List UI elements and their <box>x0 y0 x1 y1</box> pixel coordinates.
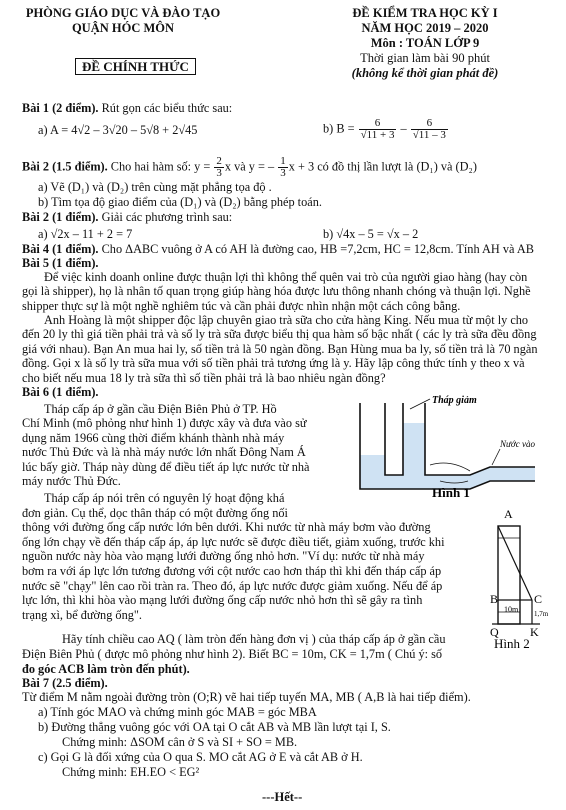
text-line: lúc bấy giờ. Tháp này dùng để điều tiết áp lực nước từ nhà <box>22 459 310 474</box>
problem-7c: c) Gọi G là đối xứng của O qua S. MO cắt AG ở E và cắt AB ở H. <box>38 750 363 764</box>
problem-7a: a) Tính góc MAO và chứng minh góc MAB = góc MBA <box>38 705 317 719</box>
text-line: nước sẽ "chạy" lên cao rồi tràn ra. Theo đó, áp lực nước được giảm xuống. Nếu để áp <box>22 578 443 593</box>
text-line: đơn giản. Cụ thể, dọc thân tháp có một đường ống nối <box>22 505 288 520</box>
problem-1-heading <box>22 101 232 115</box>
problem-2-text1: Cho hai hàm số: y = <box>107 159 211 174</box>
label-c: C <box>534 592 543 606</box>
official-stamp: ĐỀ CHÍNH THỨC <box>75 58 196 75</box>
inlet-label-arrow <box>492 449 500 465</box>
problem-6-question-1: Hãy tính chiều cao AQ ( làm tròn đến hàng đơn vị ) của tháp cấp áp ở gần cầu <box>62 632 446 646</box>
fraction-1-num: 6 <box>359 118 397 130</box>
district-name: QUẬN HÓC MÔN <box>71 21 175 35</box>
slope-fraction-1 <box>214 156 224 179</box>
tower-label-arrow <box>410 399 430 409</box>
tower-water <box>403 423 425 475</box>
label-b: B <box>490 592 499 606</box>
text-line: Anh Hoàng là một shipper độc lập chuyên giao trà sữa cho cửa hàng King. Nếu mua từ một ly cho <box>44 313 529 327</box>
slope-fraction-2 <box>278 156 288 179</box>
problem-2-heading <box>22 156 477 179</box>
fraction-2-den: √11 – 3 <box>412 129 446 141</box>
text-line: Để việc kinh doanh online được thuận lợi thì không thể quên vai trò của người giao hàng (hay còn <box>44 270 528 284</box>
problem-6-para-2 <box>22 491 480 622</box>
problem-7b-proof: Chứng minh: ΔSOM cân ở S và SI + SO = MB. <box>62 735 298 749</box>
problem-7-title: Bài 7 (2.5 điểm). <box>22 676 108 690</box>
problem-3a: a) √2x – 11 + 2 = 7 <box>38 227 133 241</box>
problem-4 <box>22 242 534 256</box>
label-q: Q <box>490 625 499 639</box>
problem-7c-proof: Chứng minh: EH.EO < EG² <box>62 765 200 779</box>
pipe-outline-left <box>385 403 403 475</box>
text-line: nguồn nước này hòa vào mạng lưới đường ống nhỏ hơn. "Ví dụ: nước từ nhà máy <box>22 549 425 564</box>
time-limit: Thời gian làm bài 90 phút <box>360 51 490 65</box>
slope-1-den: 3 <box>216 167 222 179</box>
slope-2-den: 3 <box>280 167 286 179</box>
problem-2-text2: x và y = – <box>224 159 275 174</box>
problem-6-question-3: đo góc ACB làm tròn đến phút). <box>22 662 190 676</box>
minus-sign: – <box>400 121 407 136</box>
figure-1-water-tower <box>340 395 552 500</box>
label-ck-length: 1,7m <box>534 610 549 618</box>
pipe-water-left <box>360 455 385 475</box>
text-line: giá với nhau). Bạn An mua hai ly, số tiền trả là 50 ngàn đồng. Bạn Hùng mua ba ly, số tiền trả là 70 ngàn <box>22 341 538 356</box>
problem-2a: a) Vẽ (D₁) và (D₂) trên cùng mặt phẳng tọa độ . <box>38 180 272 194</box>
fraction-2-num: 6 <box>411 118 448 130</box>
problem-5-para-1 <box>22 270 542 313</box>
department-name: PHÒNG GIÁO DỤC VÀ ĐÀO TẠO <box>25 6 221 20</box>
exam-title: ĐỀ KIỂM TRA HỌC KỲ I <box>352 6 498 20</box>
fraction-1 <box>359 118 397 141</box>
end-marker: ---Hết-- <box>262 790 303 804</box>
problem-1-text: Rút gọn các biểu thức sau: <box>98 101 233 115</box>
text-line: ống lớn chạy về đến tháp cấp áp, áp lực nước sẽ được điều tiết, giảm xuống, trước khi <box>22 534 445 549</box>
figure-2-triangle <box>478 508 556 650</box>
slope-2-num: 1 <box>280 155 286 167</box>
problem-5-para-2 <box>22 313 542 385</box>
text-line: shipper thực sự là một nghề nghiêm túc và cần phải được nhìn nhận một cách công bằng. <box>22 298 461 313</box>
fraction-2 <box>411 118 448 141</box>
problem-2b: b) Tìm tọa độ giao điểm của (D₁) và (D₂) bằng phép toán. <box>38 195 322 209</box>
label-bc-length: 10m <box>504 605 519 614</box>
problem-6-title: Bài 6 (1 điểm). <box>22 385 99 399</box>
inlet-label: Nước vào <box>500 439 535 449</box>
time-note: (không kể thời gian phát đề) <box>351 66 499 80</box>
text-line: bơm ra với áp lực lớn tương đương với cột nước cao hơn tháp thì khi đến tháp cấp áp <box>22 563 442 578</box>
problem-6-para-1 <box>22 402 322 488</box>
text-line: thông với đường ống cấp nước lớn bên dưới. Khi nước từ nhà máy bơm vào đường <box>22 520 431 535</box>
problem-2-title: Bài 2 (1.5 điểm). <box>22 159 108 174</box>
exam-header <box>300 6 550 81</box>
problem-3-title: Bài 2 (1 điểm). <box>22 210 99 224</box>
problem-4-text: Cho ΔABC vuông ở A có AH là đường cao, HB =7,2cm, HC = 12,8cm. Tính AH và AB <box>98 242 534 256</box>
text-line: trạng xì, bể đường ống". <box>22 607 142 622</box>
problem-6-question-2: Điện Biên Phủ ( được mô phỏng như hình 2). Biết BC = 10m, CK = 1,7m ( Chú ý: số <box>22 647 443 661</box>
flow-wave <box>430 463 470 471</box>
text-line: Tháp cấp áp ở gần cầu Điện Biên Phủ ở TP. Hồ <box>44 402 277 416</box>
problem-7b: b) Đường thẳng vuông góc với OA tại O cắt AB và MB lần lượt tại I, S. <box>38 720 391 734</box>
text-line: gọi là shipper), họ là nhân tố quan trọng giúp hàng hóa được lưu thông nhanh chóng và thuận lợi. Nghề <box>22 284 531 299</box>
text-line: Chí Minh (mô phỏng như hình 1) được xây và đưa vào sử <box>22 416 307 431</box>
text-line: nước Thủ Đức và là nhà máy nước lớn nhất Đông Nam Á <box>22 445 306 460</box>
label-k: K <box>530 625 539 639</box>
problem-5-title: Bài 5 (1 điểm). <box>22 256 99 270</box>
problem-3-heading <box>22 210 232 224</box>
school-year: NĂM HỌC 2019 – 2020 <box>361 21 489 35</box>
figure-2-caption: Hình 2 <box>494 636 530 650</box>
department-header <box>18 6 228 36</box>
problem-2-text3: x + 3 có đồ thị lần lượt là (D₁) và (D₂) <box>288 159 477 174</box>
problem-1b-prefix: b) B = <box>323 121 355 136</box>
problem-1b <box>323 118 449 141</box>
fraction-1-den: √11 + 3 <box>360 129 395 141</box>
problem-4-title: Bài 4 (1 điểm). <box>22 242 99 256</box>
problem-3b: b) √4x – 5 = √x – 2 <box>323 227 419 241</box>
subject: Môn : TOÁN LỚP 9 <box>370 36 480 50</box>
problem-3-text: Giải các phương trình sau: <box>98 210 233 224</box>
problem-1a: a) A = 4√2 – 3√20 – 5√8 + 2√45 <box>38 123 198 137</box>
text-line: dụng năm 1966 cùng thời điểm khánh thành nhà máy <box>22 430 285 445</box>
label-a: A <box>504 508 513 521</box>
problem-1-title: Bài 1 (2 điểm). <box>22 101 99 115</box>
figure-1-caption: Hình 1 <box>432 485 470 500</box>
text-line: Tháp cấp áp nói trên có nguyên lý hoạt động khá <box>44 491 285 505</box>
problem-7-text: Từ điểm M nằm ngoài đường tròn (O;R) vẽ hai tiếp tuyến MA, MB ( A,B là hai tiếp điểm). <box>22 690 471 704</box>
text-line: lực lớn, thì khi hòa vào mạng lưới đường ống cấp nước nhỏ hơn thì sẽ gây ra tình <box>22 593 423 608</box>
text-line: cho biết nếu mua 18 ly trà sữa thì số tiền phải trả là bao nhiêu ngàn đồng? <box>22 370 386 385</box>
text-line: máy nước Thủ Đức. <box>22 474 121 489</box>
text-line: đến 20 ly thì giá tiền phải trả và số ly trà sữa được biểu thị qua hàm số bậc nhất ( các ly trà sữa đều đồng <box>22 327 537 342</box>
slope-1-num: 2 <box>216 155 222 167</box>
text-line: đồng. Gọi x là số ly trà sữa mua với số tiền phải trả tương ứng là y. Hãy lập công thức tính y theo x và <box>22 356 525 371</box>
tower-label: Tháp giảm <box>432 395 477 406</box>
